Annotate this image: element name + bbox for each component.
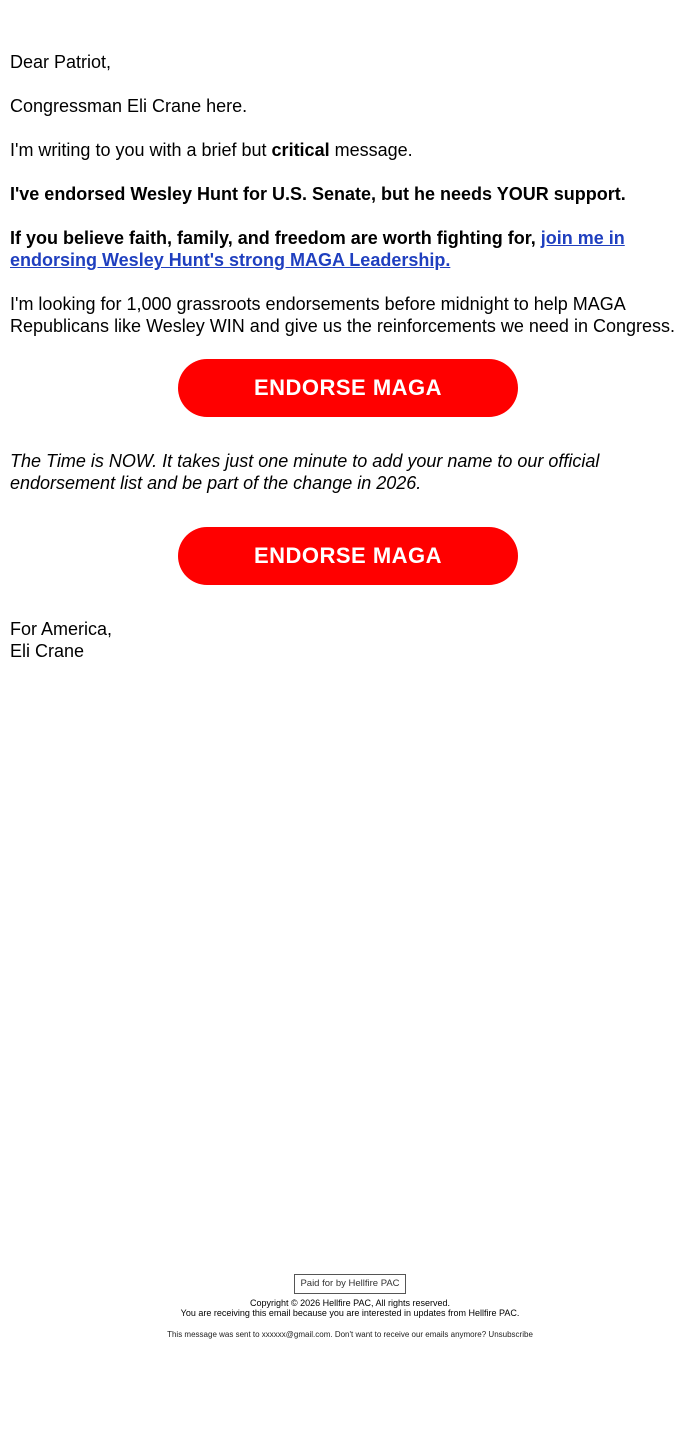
button-container-2 [10, 527, 686, 585]
email-footer [0, 1274, 700, 1340]
unsubscribe-link[interactable]: Unsubscribe [488, 1330, 533, 1339]
subscription-reason: You are receiving this email because you are interested in updates from Hellfire PAC. [180, 1308, 520, 1318]
intro: Congressman Eli Crane here. [10, 96, 248, 116]
paragraph-time-is-now: The Time is NOW. It takes just one minute to add your name to our official endorsement list and be part of the change in 2026. [10, 451, 600, 493]
endorse-link[interactable]: join me in endorsing Wesley Hunt's strong MAGA Leadership. [10, 228, 625, 270]
paragraph-grassroots: I'm looking for 1,000 grassroots endorsements before midnight to help MAGA Republicans like Wesley WIN and give us the reinforcements we need in Congress. [10, 294, 675, 336]
copyright-line: Copyright © 2026 Hellfire PAC, All rights reserved. [249, 1298, 451, 1308]
signature: Eli Crane [10, 641, 85, 661]
sent-to-text: This message was sent to xxxxxx@gmail.com. Don't want to receive our emails anymore? [167, 1330, 489, 1339]
sent-to-line [0, 1330, 700, 1340]
p1-text-before: I'm writing to you with a brief but [10, 140, 272, 160]
critical-word: critical [271, 140, 330, 160]
paragraph-brief-message [10, 139, 686, 161]
endorse-maga-button-2[interactable]: ENDORSE MAGA [178, 527, 518, 585]
paid-for-disclaimer: Paid for by Hellfire PAC [294, 1274, 405, 1294]
p1-text-after: message. [329, 140, 413, 160]
endorse-maga-button-1[interactable]: ENDORSE MAGA [178, 359, 518, 417]
button-container-1 [10, 359, 686, 417]
p3-text: If you believe faith, family, and freedom are worth fighting for, [10, 228, 541, 248]
greeting: Dear Patriot, [10, 52, 112, 72]
signoff: For America, [10, 619, 113, 639]
email-body [10, 51, 686, 662]
endorsement-statement: I've endorsed Wesley Hunt for U.S. Senate, but he needs YOUR support. [10, 184, 626, 204]
paragraph-call-to-action [10, 227, 686, 271]
